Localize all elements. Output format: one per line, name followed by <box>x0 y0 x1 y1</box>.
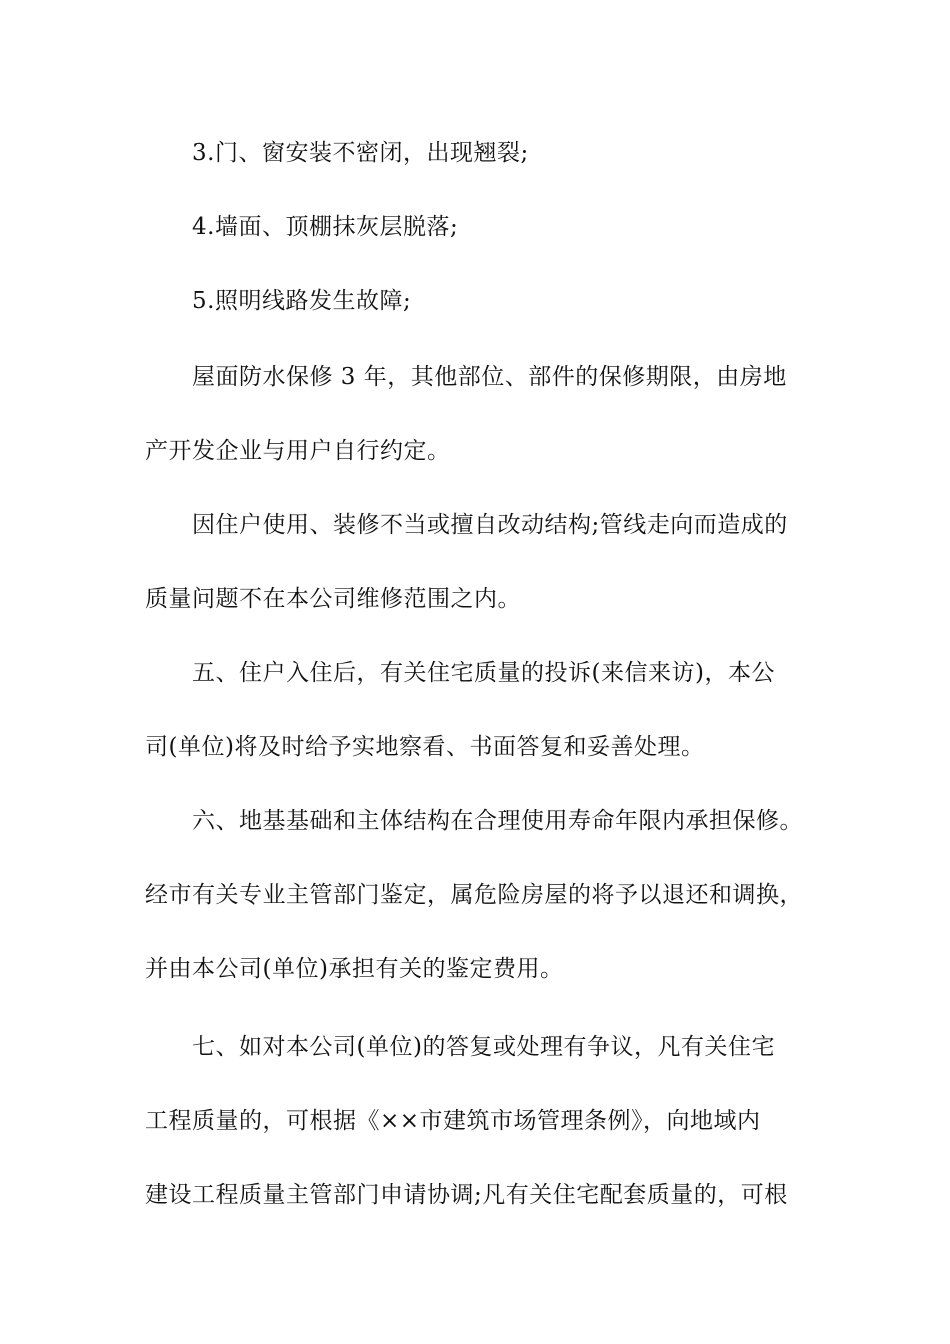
paragraph-line: 司(单位)将及时给予实地察看、书面答复和妥善处理。 <box>145 734 705 760</box>
paragraph-line: 建设工程质量主管部门申请协调;凡有关住宅配套质量的，可根 <box>145 1182 788 1208</box>
text-line: 4.墙面、顶棚抹灰层脱落; <box>192 214 459 240</box>
text-line: 3.门、窗安装不密闭，出现翘裂; <box>192 140 529 166</box>
paragraph-line: 六、地基基础和主体结构在合理使用寿命年限内承担保修。 <box>192 808 803 834</box>
paragraph-line: 屋面防水保修 3 年，其他部位、部件的保修期限，由房地 <box>192 364 787 390</box>
paragraph-line: 并由本公司(单位)承担有关的鉴定费用。 <box>145 956 564 982</box>
paragraph-line: 七、如对本公司(单位)的答复或处理有争议，凡有关住宅 <box>192 1034 775 1060</box>
text-line: 5.照明线路发生故障; <box>192 288 412 314</box>
paragraph-line: 产开发企业与用户自行约定。 <box>145 438 451 464</box>
paragraph-line: 因住户使用、装修不当或擅自改动结构;管线走向而造成的 <box>192 512 788 538</box>
paragraph-line: 五、住户入住后，有关住宅质量的投诉(来信来访)，本公 <box>192 660 775 686</box>
paragraph-line: 经市有关专业主管部门鉴定，属危险房屋的将予以退还和调换， <box>145 882 803 908</box>
paragraph-line: 质量问题不在本公司维修范围之内。 <box>145 586 521 612</box>
paragraph-line: 工程质量的，可根据《××市建筑市场管理条例》，向地域内 <box>145 1108 761 1134</box>
